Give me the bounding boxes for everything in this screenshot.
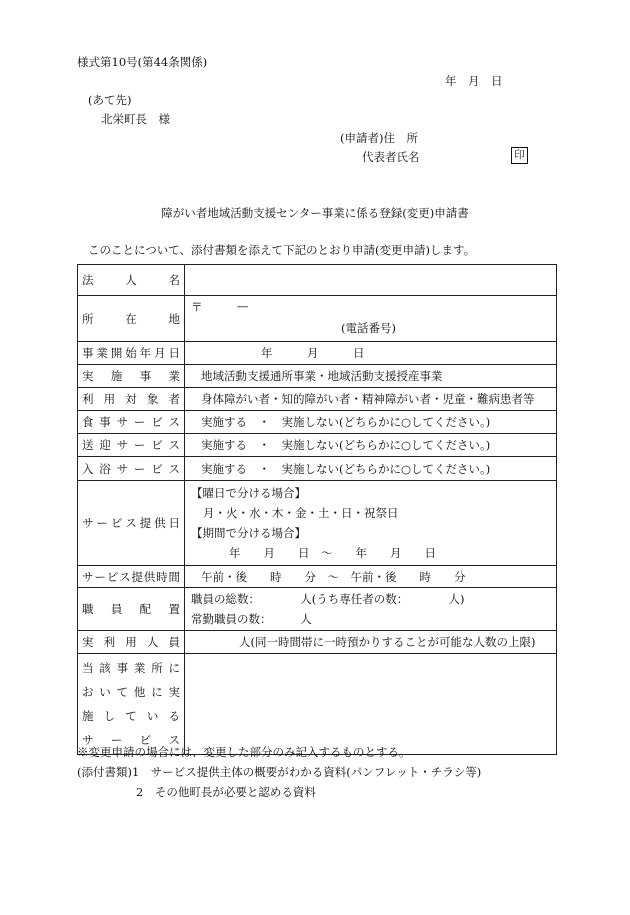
row-service-time: [78, 566, 557, 588]
meal-value[interactable]: 実施する ・ 実施しない(どちらかに○してください。): [185, 411, 557, 434]
addressee-label: (あて先): [88, 93, 132, 107]
corp-name-value[interactable]: [185, 265, 557, 296]
row-transport: [78, 434, 557, 457]
document-title: 障がい者地域活動支援センター事業に係る登録(変更)申請書: [161, 206, 469, 220]
attachment-2: 2 その他町長が必要と認める資料: [136, 785, 316, 799]
other-services-label: 当該事業所に おいて他に実 施している サービス: [78, 654, 185, 755]
transport-value[interactable]: 実施する ・ 実施しない(どちらかに○してください。): [185, 434, 557, 457]
period-heading: 【期間で分ける場合】: [191, 526, 306, 540]
applicant-address-label: (申請者)住 所: [340, 131, 418, 145]
meal-label: 食事サービス: [78, 411, 185, 434]
service-days-label: サービス提供日: [78, 481, 185, 566]
row-start-date: [78, 342, 557, 365]
postal-mark: 〒: [191, 300, 203, 314]
row-staff: [78, 588, 557, 631]
application-form-table: [77, 264, 557, 755]
bath-value[interactable]: 実施する ・ 実施しない(どちらかに○してください。): [185, 457, 557, 481]
service-time-value[interactable]: 午前・後 時 分 ～ 午前・後 時 分: [185, 566, 557, 588]
representative-name-label: 代表者氏名: [362, 150, 420, 164]
row-other-services: [78, 654, 557, 755]
weekday-heading: 【曜日で分ける場合】: [191, 486, 306, 500]
row-corp-name: [78, 265, 557, 296]
form-number: 様式第10号(第44条関係): [77, 55, 208, 69]
start-date-label: 事業開始年月日: [78, 342, 185, 365]
staff-label: 職員配置: [78, 588, 185, 631]
staff-fulltime: 常勤職員の数： 人: [191, 612, 312, 626]
target-label: 利用対象者: [78, 388, 185, 411]
period-range: 年 月 日 ～ 年 月 日: [229, 546, 436, 560]
attachment-1: (添付書類)1 サービス提供主体の概要がわかる資料(パンフレット・チラシ等): [77, 765, 482, 779]
row-location: [78, 296, 557, 342]
addressee-mayor: 北栄町長 様: [101, 112, 170, 126]
intro-text: このことについて、添付書類を添えて下記のとおり申請(変更申請)します。: [88, 243, 476, 257]
row-service-days: [78, 481, 557, 566]
application-date: 年 月 日: [445, 74, 503, 88]
other-services-value[interactable]: [185, 654, 557, 755]
postal-dash: —: [237, 299, 249, 313]
row-business: [78, 365, 557, 388]
corp-name-label: 法人名: [78, 265, 185, 296]
target-value: 身体障がい者・知的障がい者・精神障がい者・児童・難病患者等: [185, 388, 557, 411]
service-days-value[interactable]: [185, 481, 557, 566]
start-date-value[interactable]: 年 月 日: [185, 342, 557, 365]
staff-total: 職員の総数： 人(うち専任者の数： 人): [191, 592, 465, 606]
staff-value[interactable]: [185, 588, 557, 631]
business-label: 実施事業: [78, 365, 185, 388]
bath-label: 入浴サービス: [78, 457, 185, 481]
location-value[interactable]: [185, 296, 557, 342]
capacity-value[interactable]: 人(同一時間帯に一時預かりすることが可能な人数の上限): [185, 631, 557, 654]
weekday-options: 月・火・水・木・金・土・日・祝祭日: [203, 506, 399, 520]
seal-mark: 印: [511, 147, 528, 164]
phone-label: (電話番号): [341, 321, 396, 335]
row-capacity: [78, 631, 557, 654]
row-meal: [78, 411, 557, 434]
row-bath: [78, 457, 557, 481]
row-target: [78, 388, 557, 411]
transport-label: 送迎サービス: [78, 434, 185, 457]
business-value: 地域活動支援通所事業・地域活動支援授産事業: [185, 365, 557, 388]
change-note: ※変更申請の場合には、変更した部分のみ記入するものとする。: [77, 745, 411, 759]
location-label: 所在地: [78, 296, 185, 342]
capacity-label: 実利用人員: [78, 631, 185, 654]
service-time-label: サービス提供時間: [78, 566, 185, 588]
